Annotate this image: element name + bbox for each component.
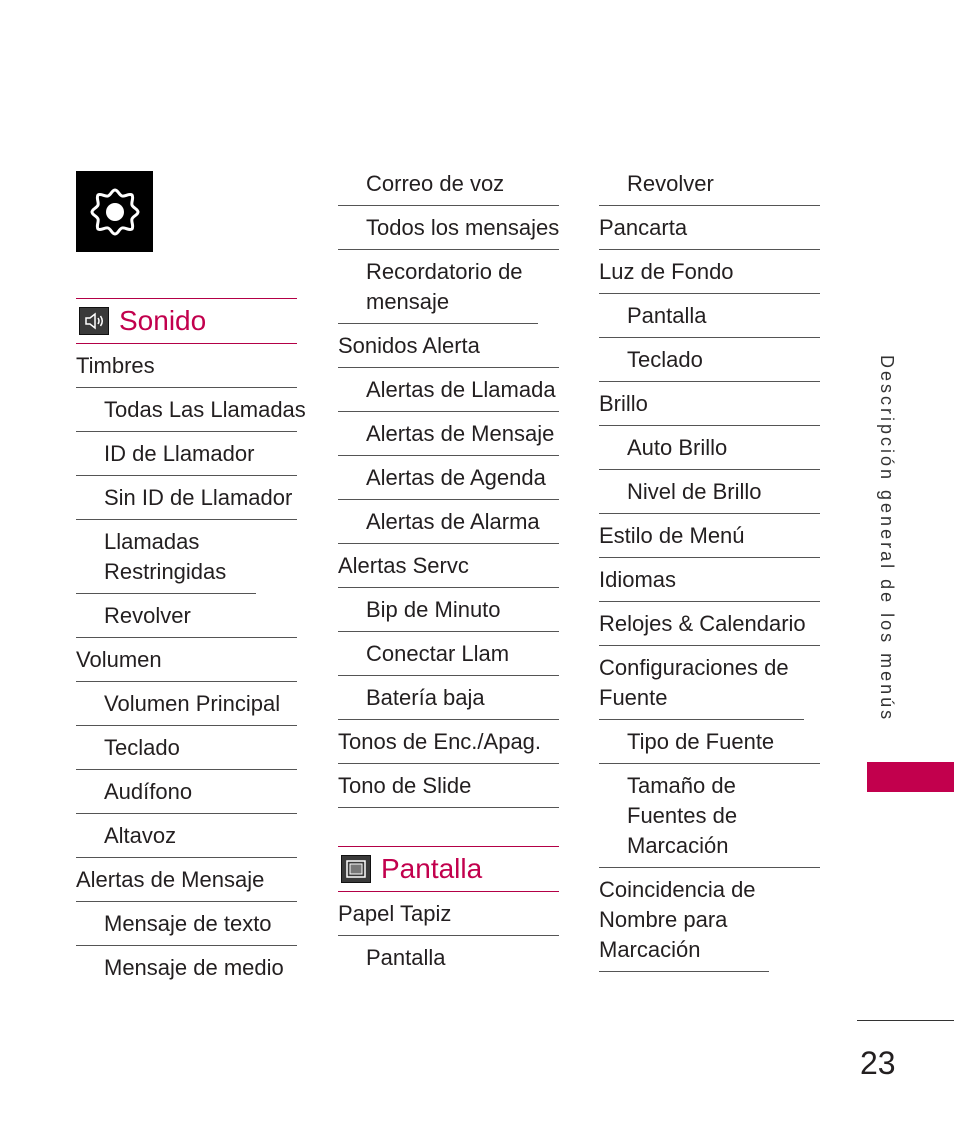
menu-item: Tonos de Enc./Apag.: [338, 720, 559, 764]
menu-item: Todos los mensajes: [338, 206, 559, 250]
menu-item: Mensaje de texto: [76, 902, 297, 946]
menu-item: Tamaño de Fuentes de Marcación: [599, 764, 820, 868]
section-header-sonido: [76, 298, 297, 344]
menu-item: Audífono: [76, 770, 297, 814]
menu-item: Correo de voz: [338, 162, 559, 206]
page-number: 23: [860, 1045, 896, 1081]
menu-list: [338, 162, 559, 808]
menu-item: Nivel de Brillo: [599, 470, 820, 514]
menu-list: [338, 892, 559, 979]
menu-item: Revolver: [76, 594, 297, 638]
section-title: Sonido: [119, 305, 207, 336]
menu-item: Tono de Slide: [338, 764, 559, 808]
menu-item: Teclado: [599, 338, 820, 382]
menu-item: Pantalla: [366, 945, 446, 970]
menu-item: Todas Las Llamadas: [76, 388, 297, 432]
side-tab: [867, 762, 954, 792]
menu-item: Idiomas: [599, 558, 820, 602]
menu-item: Papel Tapiz: [338, 892, 559, 936]
menu-item: Pantalla: [599, 294, 820, 338]
menu-item: Estilo de Menú: [599, 514, 820, 558]
menu-item: Volumen Principal: [76, 682, 297, 726]
menu-item: Pancarta: [599, 206, 820, 250]
page-rule: [857, 1020, 954, 1021]
side-section-label: Descripción general de los menús: [877, 355, 897, 723]
speaker-icon: [79, 307, 109, 335]
menu-item: Volumen: [76, 638, 297, 682]
menu-column-1: [76, 298, 306, 989]
menu-item: Alertas de Llamada: [338, 368, 559, 412]
menu-item: Bip de Minuto: [338, 588, 559, 632]
menu-list: [76, 344, 306, 989]
menu-item: Teclado: [76, 726, 297, 770]
menu-item: Auto Brillo: [599, 426, 820, 470]
menu-item: Tipo de Fuente: [599, 720, 820, 764]
menu-item: Configuraciones de Fuente: [599, 646, 804, 720]
menu-item: Altavoz: [76, 814, 297, 858]
menu-item: Alertas Servc: [338, 544, 559, 588]
gear-icon: [76, 171, 153, 252]
section-header-pantalla: [338, 846, 559, 892]
section-title: Pantalla: [381, 853, 483, 884]
menu-item: Timbres: [76, 344, 297, 388]
menu-item: Brillo: [599, 382, 820, 426]
menu-item: Revolver: [599, 162, 820, 206]
menu-item: Conectar Llam: [338, 632, 559, 676]
menu-item: Recordatorio de mensaje: [338, 250, 538, 324]
menu-item: Mensaje de medio: [104, 955, 284, 980]
menu-item: ID de Llamador: [76, 432, 297, 476]
menu-item: Coincidencia de Nombre para Marcación: [599, 868, 769, 972]
menu-item: Luz de Fondo: [599, 250, 820, 294]
menu-list: [599, 162, 820, 972]
monitor-icon: [341, 855, 371, 883]
menu-item: Alertas de Alarma: [338, 500, 559, 544]
menu-item: Llamadas Restringidas: [76, 520, 256, 594]
menu-item: Alertas de Mensaje: [76, 858, 297, 902]
menu-item: Sin ID de Llamador: [76, 476, 297, 520]
menu-item: Sonidos Alerta: [338, 324, 559, 368]
menu-item: Relojes & Calendario: [599, 602, 820, 646]
menu-column-2: [338, 162, 559, 979]
menu-item: Alertas de Agenda: [338, 456, 559, 500]
menu-item: Batería baja: [338, 676, 559, 720]
menu-item: Alertas de Mensaje: [338, 412, 559, 456]
menu-column-3: [599, 162, 820, 972]
